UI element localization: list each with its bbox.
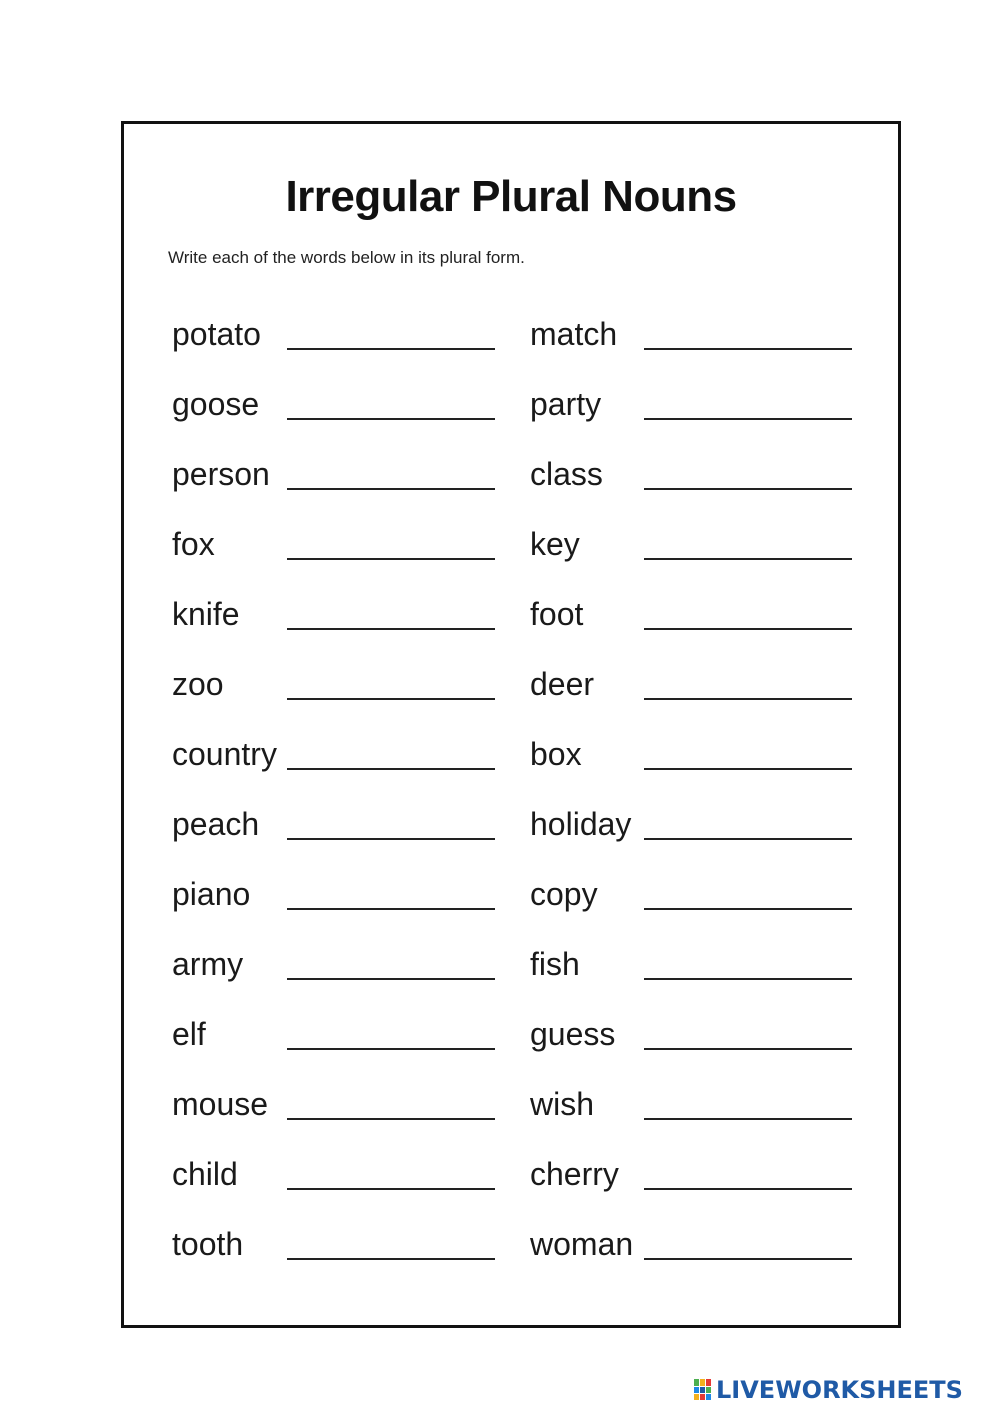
answer-blank[interactable] <box>287 698 495 700</box>
answer-blank[interactable] <box>644 1188 852 1190</box>
word-match: match <box>530 316 618 352</box>
word-fish: fish <box>530 946 580 982</box>
word-peach: peach <box>172 806 260 842</box>
word-tooth: tooth <box>172 1226 244 1262</box>
answer-blank[interactable] <box>287 488 495 490</box>
word-box: box <box>530 736 582 772</box>
answer-blank[interactable] <box>644 348 852 350</box>
answer-blank[interactable] <box>287 978 495 980</box>
answer-blank[interactable] <box>644 698 852 700</box>
answer-blank[interactable] <box>287 768 495 770</box>
answer-blank[interactable] <box>644 628 852 630</box>
answer-blank[interactable] <box>287 1118 495 1120</box>
word-potato: potato <box>172 316 261 352</box>
word-knife: knife <box>172 596 240 632</box>
word-wish: wish <box>530 1086 595 1122</box>
answer-blank[interactable] <box>644 768 852 770</box>
word-goose: goose <box>172 386 260 422</box>
worksheet-frame <box>121 121 901 1328</box>
answer-blank[interactable] <box>644 908 852 910</box>
instructions: Write each of the words below in its plural form. <box>168 248 525 267</box>
worksheet-title: Irregular Plural Nouns <box>285 172 737 221</box>
answer-blank[interactable] <box>287 908 495 910</box>
answer-blank[interactable] <box>287 838 495 840</box>
word-person: person <box>172 456 270 492</box>
word-class: class <box>530 456 603 492</box>
answer-blank[interactable] <box>644 1258 852 1260</box>
answer-blank[interactable] <box>287 1258 495 1260</box>
word-zoo: zoo <box>172 666 224 702</box>
answer-blank[interactable] <box>287 628 495 630</box>
answer-blank[interactable] <box>287 558 495 560</box>
word-cherry: cherry <box>530 1156 619 1192</box>
brand-name: LIVEWORKSHEETS <box>716 1376 963 1404</box>
answer-blank[interactable] <box>644 838 852 840</box>
word-key: key <box>530 526 580 562</box>
word-elf: elf <box>172 1016 206 1052</box>
word-deer: deer <box>530 666 595 702</box>
liveworksheets-logo <box>694 1376 963 1404</box>
word-holiday: holiday <box>530 806 632 842</box>
word-guess: guess <box>530 1016 616 1052</box>
answer-blank[interactable] <box>287 348 495 350</box>
word-child: child <box>172 1156 238 1192</box>
word-mouse: mouse <box>172 1086 269 1122</box>
word-fox: fox <box>172 526 215 562</box>
answer-blank[interactable] <box>287 1048 495 1050</box>
answer-blank[interactable] <box>644 1118 852 1120</box>
answer-blank[interactable] <box>644 488 852 490</box>
word-foot: foot <box>530 596 584 632</box>
answer-blank[interactable] <box>644 418 852 420</box>
word-piano: piano <box>172 876 251 912</box>
word-copy: copy <box>530 876 598 912</box>
word-country: country <box>172 736 277 772</box>
answer-blank[interactable] <box>644 558 852 560</box>
word-woman: woman <box>530 1226 634 1262</box>
answer-blank[interactable] <box>644 978 852 980</box>
answer-blank[interactable] <box>287 418 495 420</box>
word-army: army <box>172 946 244 982</box>
answer-blank[interactable] <box>287 1188 495 1190</box>
word-party: party <box>530 386 602 422</box>
answer-blank[interactable] <box>644 1048 852 1050</box>
liveworksheets-logo-icon <box>694 1379 712 1401</box>
